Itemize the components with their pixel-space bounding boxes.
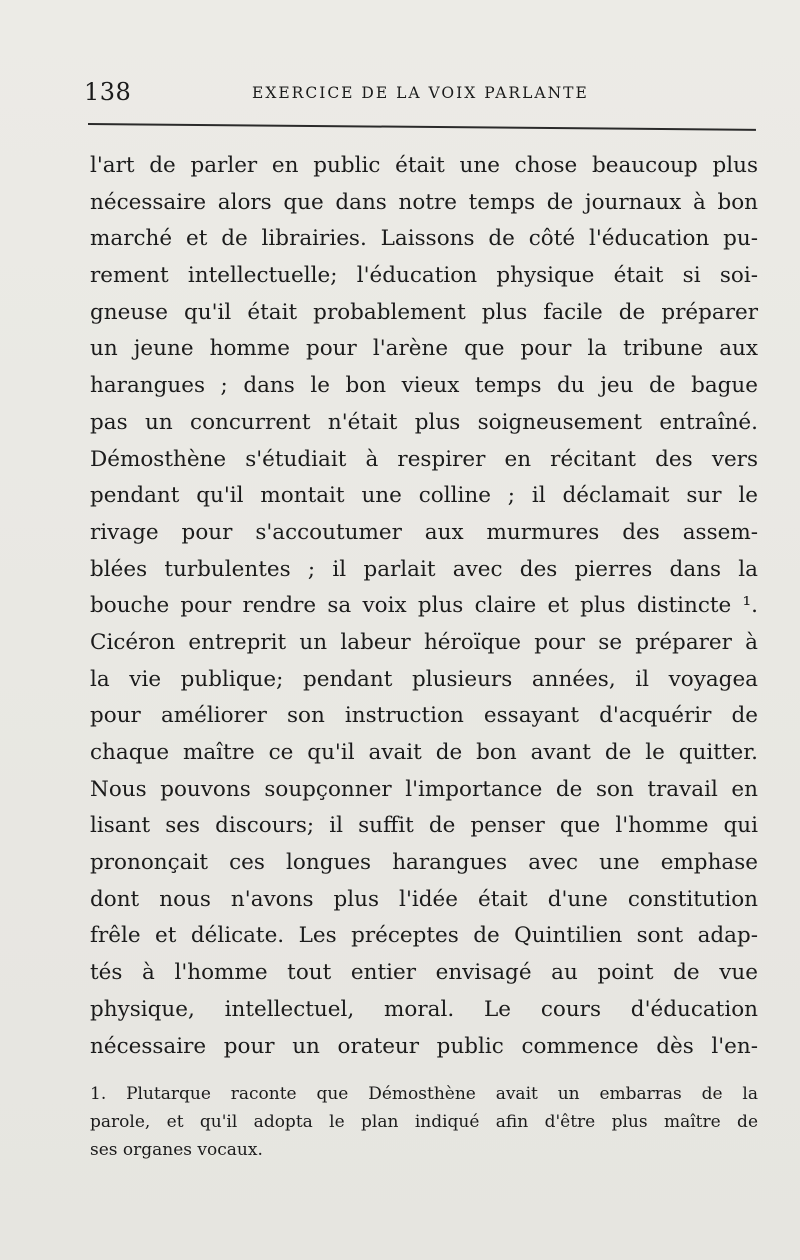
text-line: nécessaire pour un orateur public commence dès l'en- [90, 1033, 758, 1059]
text-line: un jeune homme pour l'arène que pour la tribune aux [90, 336, 758, 362]
text-line: tés à l'homme tout entier envisagé au point de vue [90, 960, 758, 986]
text-line: nécessaire alors que dans notre temps de journaux à bon [90, 189, 758, 215]
running-head: EXERCICE DE LA VOIX PARLANTE [252, 84, 589, 102]
text-line: chaque maître ce qu'il avait de bon avant de le quitter. [90, 740, 758, 765]
text-line: physique, intellectuel, moral. Le cours d'éducation [90, 996, 758, 1022]
footnote-line: 1. Plutarque raconte que Démosthène avait un embarras de la [90, 1084, 758, 1104]
text-line: la vie publique; pendant plusieurs années, il voyagea [90, 666, 758, 692]
text-line: pendant qu'il montait une colline ; il déclamait sur le [90, 483, 758, 509]
text-line: frêle et délicate. Les préceptes de Quintilien sont adap- [90, 923, 758, 949]
text-line: blées turbulentes ; il parlait avec des pierres dans la [90, 556, 758, 582]
header-rule [88, 123, 756, 131]
page-header [84, 78, 764, 110]
text-line: marché et de librairies. Laissons de côté l'éducation pu- [90, 226, 758, 252]
footnotes [90, 1080, 758, 1164]
body-text [90, 148, 758, 1065]
text-line: prononçait ces longues harangues avec une emphase [90, 850, 758, 876]
text-line: Nous pouvons soupçonner l'importance de son travail en [90, 776, 758, 802]
text-line: pas un concurrent n'était plus soigneusement entraîné. [90, 409, 758, 435]
text-line: dont nous n'avons plus l'idée était d'une constitution [90, 886, 758, 912]
text-line: rement intellectuelle; l'éducation physique était si soi- [90, 263, 758, 289]
footnote-line: parole, et qu'il adopta le plan indiqué afin d'être plus maître de [90, 1112, 758, 1132]
text-line: harangues ; dans le bon vieux temps du jeu de bague [90, 373, 758, 399]
page-number: 138 [84, 78, 132, 106]
footnote-line: ses organes vocaux. [90, 1140, 263, 1160]
text-line: pour améliorer son instruction essayant d'acquérir de [90, 703, 758, 729]
text-line: Cicéron entreprit un labeur héroïque pour se préparer à [90, 629, 758, 655]
text-line: lisant ses discours; il suffit de penser que l'homme qui [90, 813, 758, 839]
text-line: l'art de parler en public était une chose beaucoup plus [90, 153, 758, 178]
text-line: Démosthène s'étudiait à respirer en récitant des vers [90, 446, 758, 472]
text-line: rivage pour s'accoutumer aux murmures des assem- [90, 519, 758, 545]
text-line: bouche pour rendre sa voix plus claire et plus distincte ¹. [90, 593, 758, 619]
text-line: gneuse qu'il était probablement plus facile de préparer [90, 299, 758, 325]
